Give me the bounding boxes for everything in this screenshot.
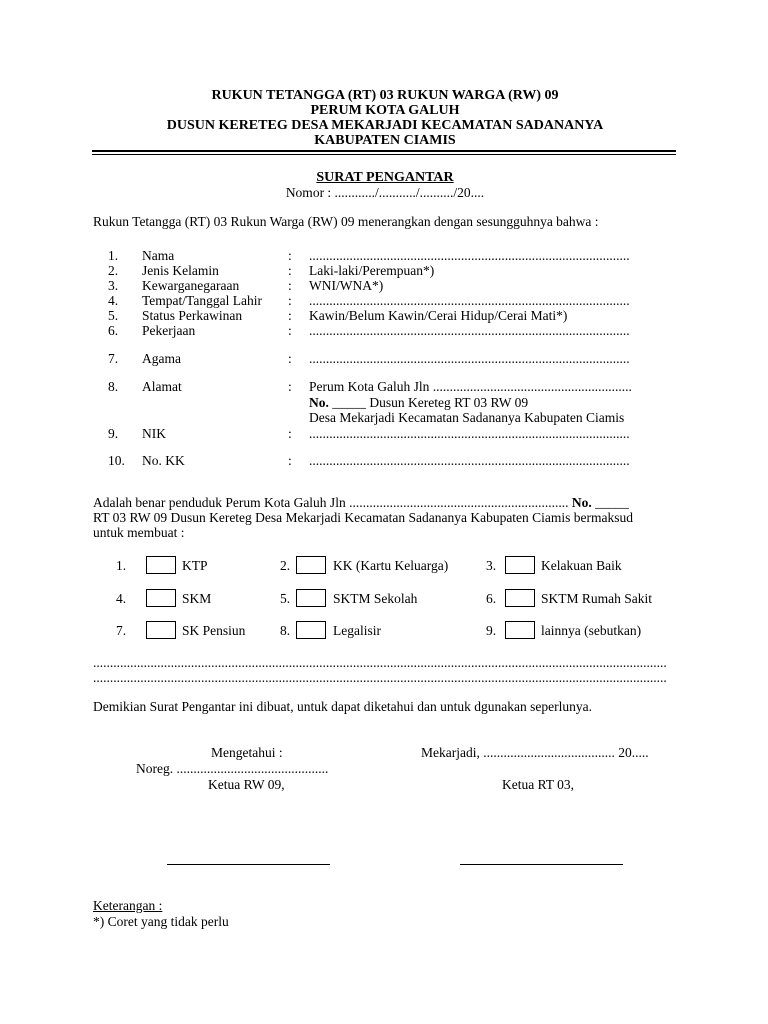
field-value-jenis-kelamin[interactable]: Laki-laki/Perempuan*): [309, 263, 435, 278]
field-number: 9.: [108, 426, 119, 441]
field-label-nik: NIK: [142, 426, 166, 441]
option-checkbox-lainnya[interactable]: [505, 621, 535, 639]
closing-text: Demikian Surat Pengantar ini dibuat, untuk dapat diketahui dan untuk dgunakan seperlunya.: [93, 699, 593, 714]
header-line-1: RUKUN TETANGGA (RT) 03 RUKUN WARGA (RW) 09: [211, 88, 559, 103]
intro-text: Rukun Tetangga (RT) 03 Rukun Warga (RW) 09 menerangkan dengan sesungguhnya bahwa :: [93, 214, 599, 229]
field-value-nama[interactable]: ...............................................................................................: [309, 248, 630, 263]
option-label-lainnya: lainnya (sebutkan): [541, 623, 642, 638]
field-colon: :: [288, 263, 292, 278]
field-value-kewarganegaraan[interactable]: WNI/WNA*): [309, 278, 384, 293]
option-checkbox-skm[interactable]: [146, 589, 176, 607]
ketua-rt-label: Ketua RT 03,: [502, 777, 575, 792]
field-value-pekerjaan[interactable]: ...............................................................................................: [309, 323, 630, 338]
field-number: 3.: [108, 278, 119, 293]
option-number: 3.: [486, 558, 497, 573]
field-label-kewarganegaraan: Kewarganegaraan: [142, 278, 240, 293]
option-number: 1.: [116, 558, 127, 573]
field-colon: :: [288, 453, 292, 468]
option-label-legalisir: Legalisir: [333, 623, 381, 638]
header-rule-thick: [92, 150, 676, 152]
para-line-2: RT 03 RW 09 Dusun Kereteg Desa Mekarjadi Kecamatan Sadananya Kabupaten Ciamis bermaksud: [93, 510, 634, 525]
address-no-label: No.: [309, 395, 329, 410]
field-number: 6.: [108, 323, 119, 338]
option-label-sktm-rumah-sakit: SKTM Rumah Sakit: [541, 591, 653, 606]
field-value-nik[interactable]: ...............................................................................................: [309, 426, 630, 441]
field-colon: :: [288, 379, 292, 394]
para-no-label: No.: [571, 495, 592, 510]
field-label-tempat-tanggal-lahir: Tempat/Tanggal Lahir: [142, 293, 262, 308]
field-value-status-perkawinan[interactable]: Kawin/Belum Kawin/Cerai Hidup/Cerai Mati*): [309, 308, 568, 323]
field-value-tempat-tanggal-lahir[interactable]: ...............................................................................................: [309, 293, 630, 308]
signature-line-rw: [167, 864, 330, 865]
field-label-pekerjaan: Pekerjaan: [142, 323, 196, 338]
field-colon: :: [288, 293, 292, 308]
field-label-no-kk: No. KK: [142, 453, 185, 468]
field-value-no-kk[interactable]: ...............................................................................................: [309, 453, 630, 468]
option-label-ktp: KTP: [182, 558, 208, 573]
keterangan-label: Keterangan :: [93, 898, 163, 913]
dotted-line-2[interactable]: ..........................................................................................................................................................................: [93, 670, 667, 685]
field-number: 2.: [108, 263, 119, 278]
header-line-3: DUSUN KERETEG DESA MEKARJADI KECAMATAN SADANANYA: [166, 118, 604, 133]
option-number: 4.: [116, 591, 127, 606]
address-line-2: [309, 395, 528, 411]
option-number: 6.: [486, 591, 497, 606]
field-label-jenis-kelamin: Jenis Kelamin: [142, 263, 219, 278]
field-colon: :: [288, 278, 292, 293]
option-checkbox-kk[interactable]: [296, 556, 326, 574]
option-number: 8.: [280, 623, 291, 638]
para-line-3: untuk membuat :: [93, 525, 185, 540]
field-number: 1.: [108, 248, 119, 263]
field-label-alamat: Alamat: [142, 379, 182, 394]
option-checkbox-legalisir[interactable]: [296, 621, 326, 639]
ketua-rw-label: Ketua RW 09,: [208, 777, 285, 792]
option-checkbox-ktp[interactable]: [146, 556, 176, 574]
noreg-line[interactable]: Noreg. .............................................: [136, 761, 329, 776]
place-date-line[interactable]: Mekarjadi, ....................................... 20.....: [421, 745, 649, 760]
field-value-alamat[interactable]: Perum Kota Galuh Jln ...........................................................: [309, 379, 632, 394]
document-number: Nomor : ............/.........../........../20....: [285, 185, 485, 200]
field-label-nama: Nama: [142, 248, 175, 263]
header-line-2: PERUM KOTA GALUH: [310, 103, 460, 118]
para-no-blank[interactable]: _____: [595, 495, 629, 510]
option-number: 7.: [116, 623, 127, 638]
option-label-skm: SKM: [182, 591, 212, 606]
para-line-1: [93, 495, 629, 511]
field-value-agama[interactable]: ...............................................................................................: [309, 351, 630, 366]
field-colon: :: [288, 308, 292, 323]
option-checkbox-sk-pensiun[interactable]: [146, 621, 176, 639]
header-line-4: KABUPATEN CIAMIS: [314, 133, 456, 148]
option-number: 5.: [280, 591, 291, 606]
field-colon: :: [288, 248, 292, 263]
option-label-kk: KK (Kartu Keluarga): [333, 558, 449, 573]
document-title: SURAT PENGANTAR: [316, 170, 454, 185]
option-number: 9.: [486, 623, 497, 638]
option-label-kelakuan-baik: Kelakuan Baik: [541, 558, 622, 573]
header-rule-thin: [92, 154, 676, 155]
address-dusun: Dusun Kereteg RT 03 RW 09: [369, 395, 529, 410]
signature-line-rt: [460, 864, 623, 865]
para-text[interactable]: Adalah benar penduduk Perum Kota Galuh Jln .................................................................: [93, 495, 569, 510]
field-label-status-perkawinan: Status Perkawinan: [142, 308, 243, 323]
field-colon: :: [288, 426, 292, 441]
dotted-line-1[interactable]: ..........................................................................................................................................................................: [93, 655, 667, 670]
keterangan-note: *) Coret yang tidak perlu: [93, 914, 229, 929]
field-colon: :: [288, 323, 292, 338]
field-number: 4.: [108, 293, 119, 308]
field-number: 8.: [108, 379, 119, 394]
field-label-agama: Agama: [142, 351, 181, 366]
field-number: 7.: [108, 351, 119, 366]
address-no-blank[interactable]: _____: [332, 395, 366, 410]
address-line-3: Desa Mekarjadi Kecamatan Sadananya Kabupaten Ciamis: [309, 410, 625, 425]
option-label-sktm-sekolah: SKTM Sekolah: [333, 591, 418, 606]
option-checkbox-kelakuan-baik[interactable]: [505, 556, 535, 574]
field-number: 10.: [108, 453, 125, 468]
option-checkbox-sktm-rumah-sakit[interactable]: [505, 589, 535, 607]
field-number: 5.: [108, 308, 119, 323]
option-checkbox-sktm-sekolah[interactable]: [296, 589, 326, 607]
mengetahui-label: Mengetahui :: [211, 745, 283, 760]
option-number: 2.: [280, 558, 291, 573]
option-label-sk-pensiun: SK Pensiun: [182, 623, 246, 638]
field-colon: :: [288, 351, 292, 366]
